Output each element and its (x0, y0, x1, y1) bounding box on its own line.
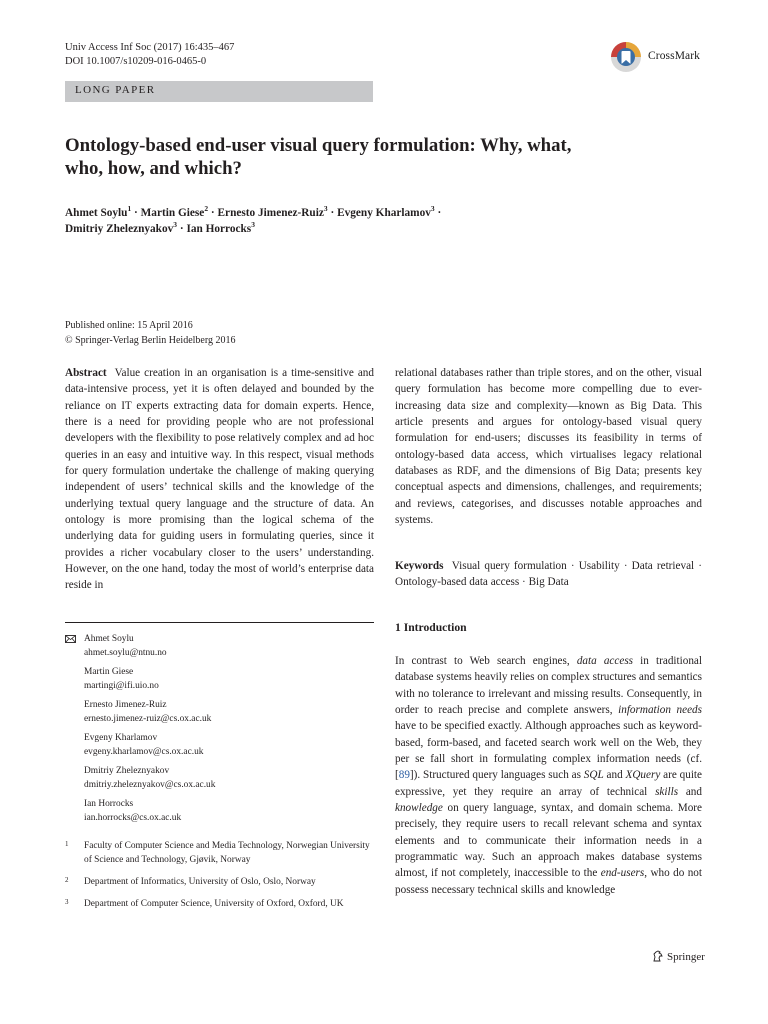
paper-title (65, 134, 685, 180)
author-name[interactable]: Evgeny Kharlamov (337, 207, 431, 219)
author-list (65, 205, 685, 237)
contact-entry (65, 665, 374, 693)
author-name[interactable]: Ahmet Soylu (65, 207, 128, 219)
intro-text: ]). Structured query languages such as (409, 769, 584, 782)
envelope-icon (65, 635, 76, 643)
intro-text: are quite expressive, yet they require an array of technical (395, 769, 702, 798)
intro-text: have to be specified exactly. Although approaches such as keyword-based, form-based, and faceted search work well on the Web, they per se fall short in formulating complex information needs (cf. [ (395, 720, 702, 782)
affiliation-text: Department of Informatics, University of Oslo, Oslo, Norway (84, 877, 316, 887)
author-name[interactable]: Ian Horrocks (186, 223, 252, 235)
article-type-label: LONG PAPER (75, 84, 156, 96)
author-separator: · (179, 223, 184, 235)
author-line-1 (65, 205, 685, 221)
intro-text: and (603, 769, 626, 782)
introduction-paragraph (395, 653, 702, 898)
affiliation (65, 875, 374, 889)
author-affil-sup: 3 (173, 220, 178, 229)
contact-name: Ernesto Jimenez-Ruiz (84, 700, 167, 710)
affiliation-number: 1 (65, 840, 69, 848)
author-separator: · (134, 207, 138, 219)
author-affil-sup: 1 (127, 204, 132, 213)
emphasis-term: XQuery (625, 769, 661, 782)
citation-link[interactable]: 89 (398, 769, 410, 782)
published-date: Published online: 15 April 2016 (65, 320, 193, 331)
abstract-text: Value creation in an organisation is a time-sensitive and data-intensive process, yet it is often delayed and bounded by the reliance on IT experts extracting data for domain experts. Hence, there is a need for providing people who are not professional developers with the flexibility to pose relatively complex and ad hoc queries in an easy and intuitive way. In this respect, visual methods for query formulation undertake the challenge of making querying independent of users’ technical skills and the knowledge of the underlying textual query language and the structure of data. An ontology is more promising than the logical schema of the underlying data for guiding users in formulating queries, since it provides a richer vocabulary closer to the users’ understanding. However, on the one hand, today the most of world’s enterprise data reside in (65, 367, 374, 592)
intro-text: In contrast to Web search engines, (395, 655, 577, 667)
abstract-label: Abstract (65, 367, 107, 379)
author-affil-sup: 3 (430, 204, 435, 213)
intro-text: on query language, syntax, and domain schema. More precisely, they require users to recall relevant schema and syntax elements and to communicate their information needs in a programmatic way. Such an approach makes database systems almost, if not completely, inaccessible to the (395, 802, 702, 880)
affiliation (65, 897, 374, 911)
author-name[interactable]: Martin Giese (140, 207, 205, 219)
author-separator: · (330, 207, 335, 219)
keywords (395, 558, 702, 591)
intro-text: in traditional database systems heavily relies on complex structures and semantics with no tolerance to irrelevant and missing results. Consequently, in order to reach precise and complete answers, (395, 655, 702, 717)
contact-name: Evgeny Kharlamov (84, 733, 158, 743)
journal-citation: Univ Access Inf Soc (2017) 16:435–467 (65, 42, 235, 53)
author-affil-sup: 3 (323, 204, 328, 213)
doi: DOI 10.1007/s10209-016-0465-0 (65, 56, 207, 67)
publication-info (65, 318, 236, 348)
contact-email[interactable]: dmitriy.zheleznyakov@cs.ox.ac.uk (84, 780, 216, 790)
emphasis-term: SQL (583, 769, 604, 782)
contact-name: Dmitriy Zheleznyakov (84, 766, 170, 776)
emphasis-term: end-users (600, 867, 645, 880)
contact-email[interactable]: martingi@ifi.uio.no (84, 681, 159, 691)
crossmark-label: CrossMark (648, 50, 701, 62)
affiliation-number: 2 (65, 876, 69, 884)
title-line-1: Ontology-based end-user visual query formulation: Why, what, (65, 135, 572, 156)
article-type-banner (65, 81, 373, 102)
publisher-footer (652, 950, 705, 963)
contact-entry (65, 632, 374, 660)
author-name[interactable]: Dmitriy Zheleznyakov (65, 223, 174, 235)
affiliation-text: Faculty of Computer Science and Media Technology, Norwegian University of Science and Technology, Gjøvik, Norway (84, 841, 370, 865)
author-line-2 (65, 221, 685, 237)
emphasis-term: information needs (618, 704, 702, 717)
contact-entry (65, 764, 374, 792)
contact-name: Ian Horrocks (84, 799, 134, 809)
crossmark-badge[interactable] (610, 38, 710, 78)
publisher-name: Springer (667, 951, 705, 963)
author-contacts (65, 632, 374, 911)
title-line-2: who, how, and which? (65, 158, 242, 179)
author-separator: · (437, 207, 442, 219)
contact-email[interactable]: ernesto.jimenez-ruiz@cs.ox.ac.uk (84, 714, 212, 724)
affiliation (65, 839, 374, 867)
keywords-label: Keywords (395, 560, 444, 572)
section-heading: 1 Introduction (395, 621, 467, 634)
author-separator: · (210, 207, 215, 219)
contact-email[interactable]: evgeny.kharlamov@cs.ox.ac.uk (84, 747, 204, 757)
emphasis-term: data access (576, 655, 634, 667)
author-affil-sup: 2 (204, 204, 209, 213)
footnote-divider (65, 622, 374, 623)
keywords-text: Visual query formulation · Usability · Data retrieval · Ontology-based data access · Big Data (395, 560, 702, 589)
abstract-right: relational databases rather than triple stores, and on the other, visual query formulation has become more compelling due to ever-increasing data size and complexity—known as Big Data. This article presents and argues for ontology-based visual query formulation for end-users; discusses its feasibility in terms of ontology-based data access, which virtualises legacy relational databases as RDF, and the dimensions of Big Data; presents key conceptual aspects and dimensions, challenges, and requirements; and reviews, categorises, and discusses notable approaches and systems. (395, 367, 702, 527)
copyright: © Springer-Verlag Berlin Heidelberg 2016 (65, 335, 236, 346)
author-affil-sup: 3 (251, 220, 255, 229)
emphasis-term: knowledge (395, 802, 443, 815)
crossmark-icon (610, 38, 642, 76)
contact-email[interactable]: ian.horrocks@cs.ox.ac.uk (84, 813, 182, 823)
abstract-left (65, 365, 374, 594)
contact-entry (65, 698, 374, 726)
intro-text: and (678, 785, 702, 798)
affiliation-number: 3 (65, 898, 69, 906)
contact-name: Martin Giese (84, 667, 134, 677)
intro-text: , who do not possess necessary technical skills and knowledge (395, 867, 702, 896)
contact-email[interactable]: ahmet.soylu@ntnu.no (84, 648, 167, 658)
emphasis-term: skills (655, 785, 679, 798)
affiliation-text: Department of Computer Science, University of Oxford, Oxford, UK (84, 899, 344, 909)
contact-name: Ahmet Soylu (84, 634, 134, 644)
springer-horse-icon (652, 950, 664, 962)
contact-entry (65, 731, 374, 759)
contact-entry (65, 797, 374, 825)
author-name[interactable]: Ernesto Jimenez-Ruiz (217, 207, 324, 219)
